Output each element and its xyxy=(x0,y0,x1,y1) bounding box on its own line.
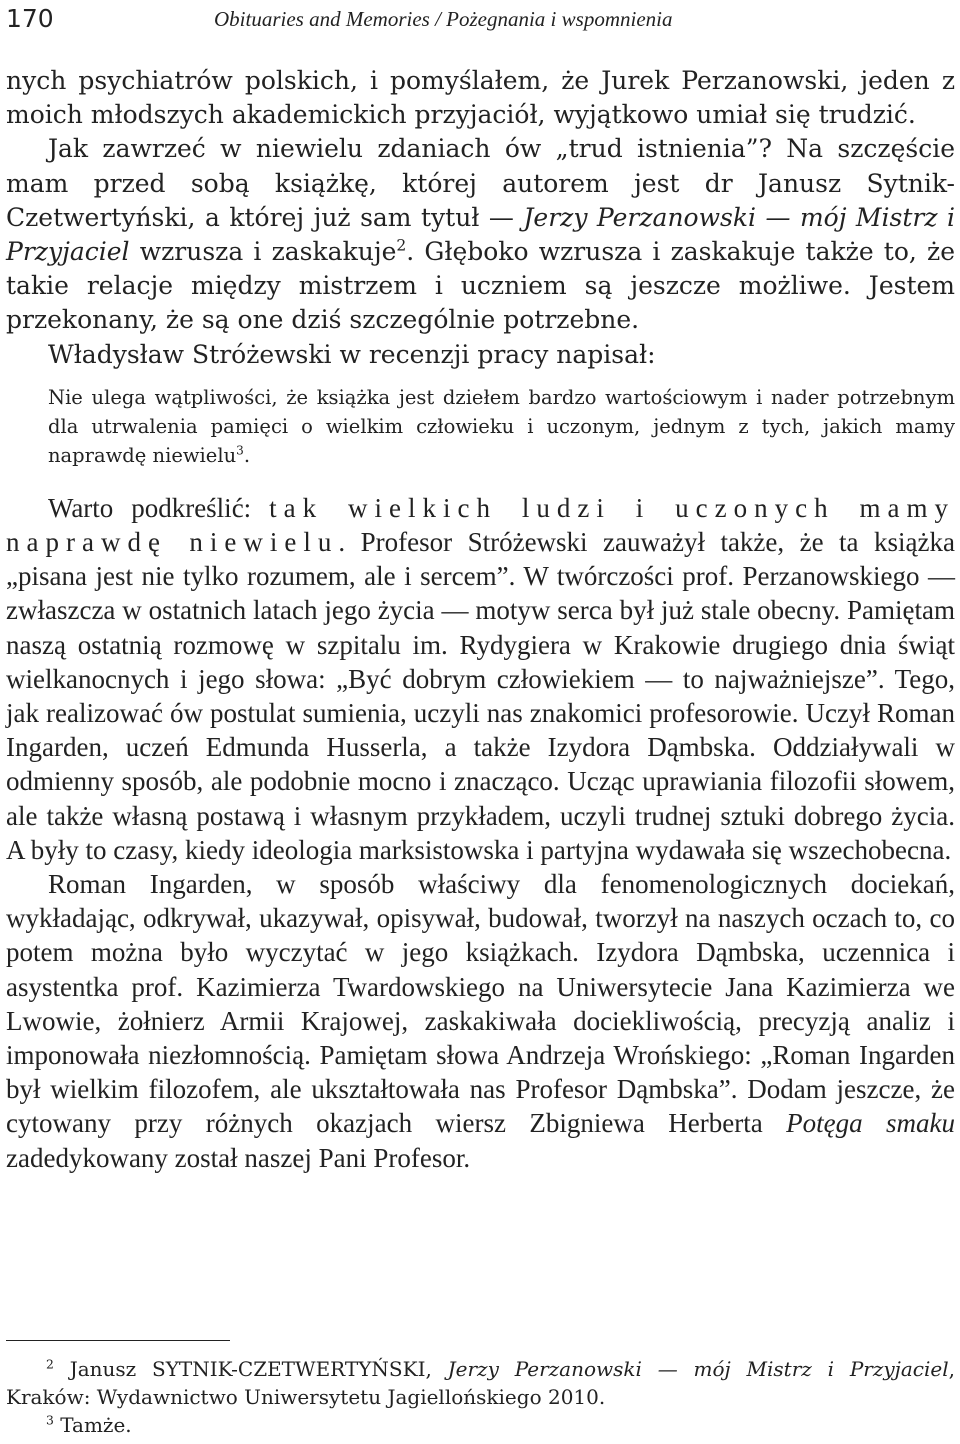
running-title: Obituaries and Memories / Pożegnania i wspomnienia xyxy=(214,7,673,31)
footnote-3 xyxy=(6,1411,955,1439)
book-title: Jerzy Perzanowski — mój Mistrz i Przyjaciel xyxy=(6,202,955,267)
paragraph-5-text-b: zadedykowany został naszej Pani Profesor. xyxy=(6,1142,471,1173)
footnote-3-text: Tamże. xyxy=(53,1413,132,1437)
quote-end: . xyxy=(243,443,251,467)
block-quote xyxy=(48,383,955,470)
quote-text: Nie ulega wątpliwości, że książka jest dziełem bardzo wartościowym i nader potrzebnym dla utrwalenia pamięci o wielkim człowieku i uczonym, jednym z tych, jakich mamy naprawdę niewielu xyxy=(48,385,955,467)
spaced-emphasis: tak wielkich ludzi i uczonych mamy naprawdę niewielu xyxy=(6,492,955,558)
footnote-3-number: 3 xyxy=(46,1412,54,1428)
paragraph-2-text-a: Jak zawrzeć w niewielu zdaniach ów „trud istnienia”? Na szczęście mam przed sobą książkę, której autorem jest dr Janusz Sytnik-Czetwertyński, a której już sam tytuł — xyxy=(6,134,955,232)
paragraph-3 xyxy=(6,338,955,372)
running-header xyxy=(6,4,955,34)
footnote-2-number: 2 xyxy=(46,1356,54,1372)
body-text xyxy=(6,64,955,1175)
footnote-ref-3[interactable]: 3 xyxy=(236,443,244,458)
paragraph-2-text-b: wzrusza i zaskakuje xyxy=(129,237,397,267)
footnote-2-text-a: Janusz SYTNIK-CZETWERTYŃSKI, xyxy=(53,1357,448,1381)
paragraph-2-text-c: . Głęboko wzrusza i zaskakuje także to, że takie relacje między mistrzem i uczniem są jeszcze możliwe. Jestem przekonany, że są one dziś szczególnie potrzebne. xyxy=(6,237,956,335)
paragraph-4-text-b: . Profesor Stróżewski zauważył także, że ta książka „pisana jest nie tylko rozumem, ale i sercem”. W twórczości prof. Perzanowskiego — zwłaszcza w ostatnich latach jego życia — motyw serca był już stale obecny. Pamiętam naszą ostatnią rozmowę w szpitalu im. Rydygiera w Krakowie drugiego dnia świąt wielkanocnych i jego słowa: „Być dobrym człowiekiem — to najważniejsze”. Tego, jak realizować ów postulat sumienia, uczyli nas znakomici profesorowie. Uczył Roman Ingarden, uczeń Edmunda Husserla, a także Izydora Dąmbska. Oddziaływali w odmienny sposób, ale podobnie mocno i znacząco. Ucząc uprawiania filozofii słowem, ale także własną postawą i własnym przykładem, uczyli trudnej sztuki dobrego życia. A były to czasy, kiedy ideologia marksistowska i partyjna wydawała się wszechobecna. xyxy=(6,527,955,865)
page-number: 170 xyxy=(6,4,54,33)
paragraph-2 xyxy=(6,132,955,337)
paragraph-5 xyxy=(6,867,955,1175)
footnote-2-text-b: , Kraków: Wydawnictwo Uniwersytetu Jagiellońskiego 2010. xyxy=(6,1357,955,1409)
paragraph-5-text-a: Roman Ingarden, w sposób właściwy dla fenomenologicznych dociekań, wykładając, odkrywał, ukazywał, opisywał, budował, tworzył na naszych oczach to, co potem można było wyczytać w jego książkach. Izydora Dąmbska, uczennica i asystentka prof. Kazimierza Twardowskiego na Uniwersytecie Jana Kazimierza we Lwowie, żołnierz Armii Krajowej, zaskakiwała dociekliwością, precyzją analiz i imponowała niezłomnością. Pamiętam słowa Andrzeja Wrońskiego: „Roman Ingarden był wielkim filozofem, ale ukształtowała nas Profesor Dąmbska”. Dodam jeszcze, że cytowany przy różnych okazjach wiersz Zbigniewa Herberta xyxy=(6,869,955,1139)
footnote-rule xyxy=(6,1340,230,1341)
paragraph-1 xyxy=(6,64,955,132)
footnote-2 xyxy=(6,1355,955,1411)
poem-title: Potęga smaku xyxy=(786,1108,956,1139)
paragraph-4 xyxy=(6,491,955,867)
footnote-2-title: Jerzy Perzanowski — mój Mistrz i Przyjaciel xyxy=(447,1357,949,1381)
footnote-ref-2[interactable]: 2 xyxy=(396,236,407,255)
paragraph-3-text: Władysław Stróżewski w recenzji pracy napisał: xyxy=(48,339,656,369)
quote-paragraph xyxy=(48,383,955,470)
footnotes xyxy=(6,1340,955,1439)
paragraph-4-text-a: Warto podkreślić: xyxy=(48,492,270,523)
paragraph-1-text: nych psychiatrów polskich, i pomyślałem, że Jurek Perzanowski, jeden z moich młodszych akademickich przyjaciół, wyjątkowo umiał się trudzić. xyxy=(6,66,955,130)
